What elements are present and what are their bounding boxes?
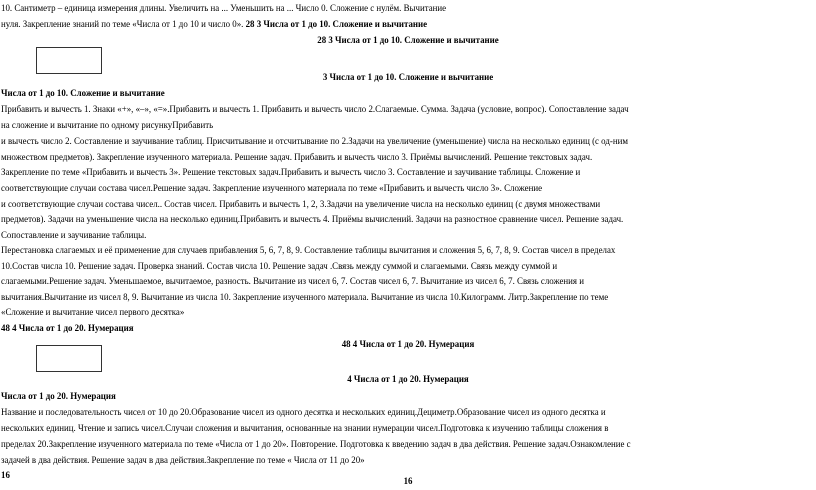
- section2-line: пределах 20.Закрепление изученного материала по теме «Числа от 1 до 20». Повторение. Подготовка к введению задач в два действия. Решение задач.Ознакомление с: [1, 439, 631, 449]
- section1-line: на сложение и вычитание по одному рисункуПрибавить: [1, 120, 214, 130]
- section2-line: задачей в два действия. Решение задач в два действия.Закрепление по теме « Числа от 11 до 20»: [1, 455, 365, 465]
- section2-line: Название и последовательность чисел от 10 до 20.Образование чисел из одного десятка и нескольких единиц.Дециметр.Образование чисел из одного десятка и: [1, 407, 606, 417]
- section1-title: Числа от 1 до 10. Сложение и вычитание: [1, 88, 165, 98]
- center-heading-4: 4 Числа от 1 до 20. Нумерация: [347, 374, 469, 384]
- intro-text: нуля. Закрепление знаний по теме «Числа от 1 до 10 и число 0».: [1, 19, 244, 29]
- section1-line: множеством предметов). Закрепление изученного материала. Решение задач. Прибавить и вычесть число 3. Приёмы вычислений. Решение текстовых задач.: [1, 152, 593, 162]
- section1-line: вычитания.Вычитание из чисел 8, 9. Вычитание из числа 10. Закрепление изученного материала. Вычитание из числа 10.Килограмм. Литр.Закрепление по теме: [1, 292, 609, 302]
- section2-heading-left: 48 4 Числа от 1 до 20. Нумерация: [1, 323, 134, 333]
- section1-line: 10.Состав числа 10. Решение задач. Проверка знаний. Состав числа 10. Решение задач .Связь между суммой и слагаемыми. Связь между суммой и: [1, 261, 558, 271]
- empty-placeholder-box-2: [36, 345, 102, 372]
- center-heading-1: 28 3 Числа от 1 до 10. Сложение и вычитание: [317, 35, 499, 45]
- center-heading-2: 3 Числа от 1 до 10. Сложение и вычитание: [322, 72, 494, 82]
- section1-line: и вычесть число 2. Составление и заучивание таблиц. Присчитывание и отсчитывание по 2.Задачи на увеличение (уменьшение) числа на несколько единиц (с од-ним: [1, 136, 628, 146]
- section1-line: Сопоставление и заучивание таблицы.: [1, 230, 147, 240]
- section1-line: Закрепление по теме «Прибавить и вычесть 3». Решение текстовых задач.Прибавить и вычесть число 3. Составление и заучивание таблицы. Сложение и: [1, 167, 581, 177]
- footer-page-left: 16: [1, 470, 10, 480]
- intro-heading: 28 3 Числа от 1 до 10. Сложение и вычитание: [243, 19, 428, 29]
- intro-line-2: [1, 17, 816, 33]
- section1-line: предметов). Задачи на уменьшение числа на несколько единиц.Прибавить и вычесть 4. Приёмы вычислений. Задачи на разностное сравнение чисел. Решение задач.: [1, 214, 624, 224]
- section1-line: соответствующие случаи состава чисел.Решение задач. Закрепление изученного материала по теме «Прибавить и вычесть число 3». Сложение: [1, 183, 543, 193]
- intro-line-1: 10. Сантиметр – единица измерения длины. Увеличить на ... Уменьшить на ... Число 0. Сложение с нулём. Вычитание: [1, 3, 447, 13]
- center-heading-3: 48 4 Числа от 1 до 20. Нумерация: [341, 339, 475, 349]
- section1-line: Прибавить и вычесть 1. Знаки «+», «–», «=».Прибавить и вычесть 1. Прибавить и вычесть число 2.Слагаемые. Сумма. Задача (условие, вопрос). Сопоставление задач: [1, 104, 629, 114]
- section1-line: «Сложение и вычитание чисел первого десятка»: [1, 307, 185, 317]
- section2-title: Числа от 1 до 20. Нумерация: [1, 391, 116, 401]
- section1-line: Перестановка слагаемых и её применение для случаев прибавления 5, 6, 7, 8, 9. Составление таблицы вычитания и сложения 5, 6, 7, 8, 9. Состав чисел в пределах: [1, 245, 616, 255]
- section1-line: слагаемыми.Решение задач. Уменьшаемое, вычитаемое, разность. Вычитание из чисел 6, 7. Состав чисел 6, 7. Вычитание из чисел 6, 7. Связь сложения и: [1, 276, 584, 286]
- page-number: 16: [403, 476, 413, 486]
- section2-line: нескольких единиц. Чтение и запись чисел.Случаи сложения и вычитания, основанные на знании нумерации чисел.Подготовка к изучению таблицы сложения в: [1, 423, 609, 433]
- section1-line: и соответствующие случаи состава чисел.. Состав чисел. Прибавить и вычесть 1, 2, 3.Задачи на увеличение числа на несколько единиц (с двумя множествами: [1, 199, 601, 209]
